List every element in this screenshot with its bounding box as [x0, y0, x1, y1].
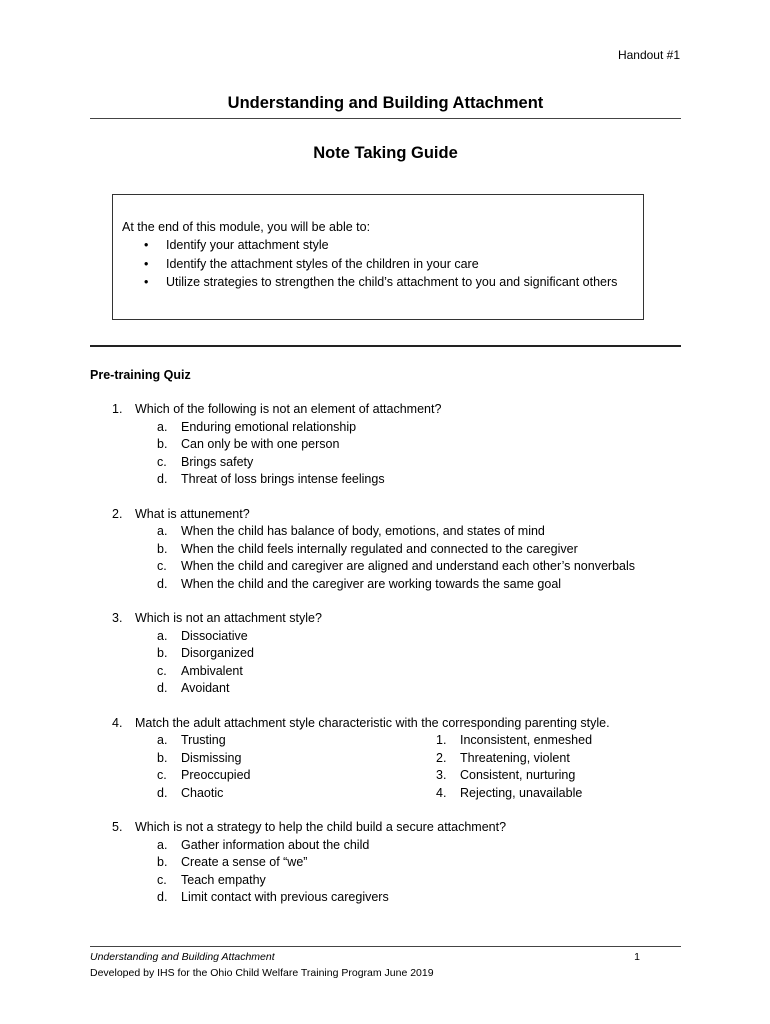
option-letter: c.: [157, 454, 167, 469]
question-number: 3.: [112, 611, 123, 625]
option-text: Chaotic: [181, 785, 224, 800]
option-text: When the child and the caregiver are working towards the same goal: [181, 576, 562, 591]
answer-option: [90, 663, 681, 681]
option-letter: b.: [157, 855, 168, 869]
option-text: When the child and caregiver are aligned and understand each other’s nonverbals: [181, 559, 636, 573]
answer-option: [90, 645, 681, 663]
option-text: Teach empathy: [181, 872, 266, 887]
answer-option: [90, 558, 681, 576]
option-text: Ambivalent: [181, 663, 243, 678]
question-text: Which is not a strategy to help the child build a secure attachment?: [135, 820, 507, 834]
quiz-question-4: [90, 715, 681, 803]
answer-option: [90, 837, 681, 855]
option-letter: d.: [157, 681, 168, 695]
objective-item: [113, 257, 617, 276]
question-number: 4.: [112, 715, 123, 730]
page-number: 1: [634, 951, 640, 963]
quiz-question-1: [90, 401, 681, 489]
quiz-question-2: [90, 506, 681, 594]
question-number: 1.: [112, 402, 123, 416]
matching-row: [90, 750, 681, 768]
objective-item: [113, 275, 617, 294]
option-text: Brings safety: [181, 454, 254, 469]
objectives-intro: At the end of this module, you will be able to:: [122, 220, 371, 234]
option-letter: a.: [157, 628, 168, 643]
option-text: When the child feels internally regulated and connected to the caregiver: [181, 541, 578, 556]
quiz-questions: [90, 401, 681, 924]
option-text: Gather information about the child: [181, 837, 370, 852]
match-number: 2.: [436, 750, 447, 765]
option-text: Trusting: [181, 733, 226, 747]
option-letter: a.: [157, 733, 168, 747]
matching-row: [90, 767, 681, 785]
option-text: When the child has balance of body, emotions, and states of mind: [181, 524, 545, 538]
matching-row: [90, 732, 681, 750]
match-text: Rejecting, unavailable: [460, 785, 583, 800]
handout-label: Handout #1: [617, 48, 680, 62]
option-letter: a.: [157, 419, 168, 434]
option-text: Preoccupied: [181, 768, 251, 782]
option-text: Can only be with one person: [181, 437, 340, 451]
objective-text: Utilize strategies to strengthen the child’s attachment to you and significant others: [166, 275, 618, 289]
matching-row: [90, 785, 681, 803]
objective-text: Identify the attachment styles of the children in your care: [166, 256, 479, 271]
option-text: Enduring emotional relationship: [181, 419, 357, 434]
answer-option: [90, 419, 681, 437]
answer-option: [90, 628, 681, 646]
option-letter: d.: [157, 472, 168, 486]
learning-objectives-box: [112, 194, 644, 320]
option-letter: b.: [157, 646, 168, 660]
title-divider: [90, 118, 681, 119]
match-text: Consistent, nurturing: [460, 768, 576, 782]
option-text: Limit contact with previous caregivers: [181, 890, 389, 904]
page-title: Understanding and Building Attachment: [227, 94, 544, 112]
option-letter: d.: [157, 576, 168, 591]
option-letter: a.: [157, 524, 168, 538]
bullet-icon: •: [144, 275, 149, 289]
answer-option: [90, 436, 681, 454]
match-text: Threatening, violent: [460, 750, 570, 765]
option-text: Disorganized: [181, 646, 254, 660]
option-text: Avoidant: [181, 681, 230, 695]
option-text: Threat of loss brings intense feelings: [181, 472, 385, 486]
question-text: Match the adult attachment style characteristic with the corresponding parenting style.: [135, 715, 610, 730]
footer-developed-by: Developed by IHS for the Ohio Child Welfare Training Program June 2019: [90, 967, 434, 979]
footer-divider: [90, 946, 681, 947]
option-letter: a.: [157, 837, 168, 852]
answer-option: [90, 576, 681, 594]
option-letter: b.: [157, 541, 168, 556]
option-letter: d.: [157, 785, 168, 800]
answer-option: [90, 454, 681, 472]
quiz-question-5: [90, 819, 681, 907]
question-text: Which is not an attachment style?: [135, 611, 322, 625]
answer-option: [90, 471, 681, 489]
quiz-question-3: [90, 610, 681, 698]
answer-option: [90, 854, 681, 872]
answer-option: [90, 680, 681, 698]
option-letter: b.: [157, 437, 168, 451]
quiz-heading: Pre-training Quiz: [90, 368, 191, 382]
answer-option: [90, 889, 681, 907]
answer-option: [90, 541, 681, 559]
section-divider: [90, 345, 681, 347]
answer-option: [90, 872, 681, 890]
match-number: 4.: [436, 785, 447, 800]
option-letter: c.: [157, 559, 167, 573]
question-text: Which of the following is not an element of attachment?: [135, 402, 442, 416]
question-number: 2.: [112, 506, 123, 521]
option-letter: c.: [157, 768, 167, 782]
objective-text: Identify your attachment style: [166, 238, 329, 252]
option-letter: c.: [157, 872, 167, 887]
objectives-list: [113, 238, 617, 294]
page-subtitle: Note Taking Guide: [313, 144, 458, 162]
question-text: What is attunement?: [135, 506, 250, 521]
question-number: 5.: [112, 820, 123, 834]
match-number: 3.: [436, 768, 447, 782]
option-text: Create a sense of “we”: [181, 855, 308, 869]
option-letter: c.: [157, 663, 167, 678]
footer-title: Understanding and Building Attachment: [90, 951, 275, 963]
match-number: 1.: [436, 733, 447, 747]
bullet-icon: •: [144, 256, 149, 271]
answer-option: [90, 523, 681, 541]
option-letter: d.: [157, 890, 168, 904]
option-text: Dissociative: [181, 628, 248, 643]
bullet-icon: •: [144, 238, 149, 252]
option-letter: b.: [157, 750, 168, 765]
match-text: Inconsistent, enmeshed: [460, 733, 593, 747]
objective-item: [113, 238, 617, 257]
option-text: Dismissing: [181, 750, 242, 765]
